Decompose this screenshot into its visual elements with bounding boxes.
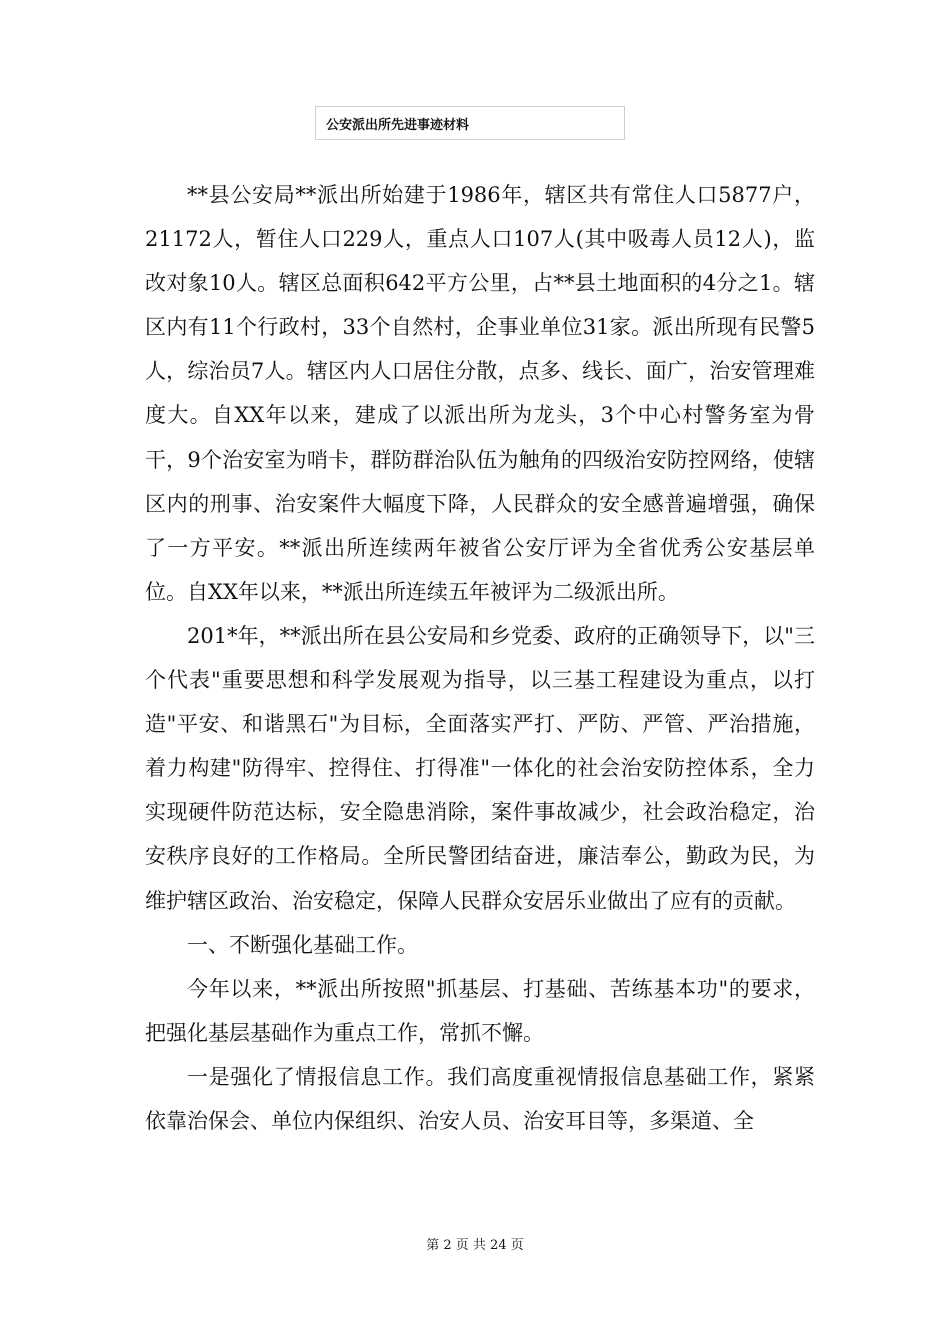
document-header-box <box>315 106 625 140</box>
paragraph-section-1: 今年以来，**派出所按照"抓基层、打基础、苦练基本功"的要求，把强化基层基础作为重点工作，常抓不懈。 <box>145 976 815 1045</box>
paragraph-item-1: 一是强化了情报信息工作。我们高度重视情报信息基础工作，紧紧依靠治保会、单位内保组织、治安人员、治安耳目等，多渠道、全 <box>145 1064 815 1133</box>
section-heading-1: 一、不断强化基础工作。 <box>187 932 418 957</box>
paragraph-intro: **县公安局**派出所始建于1986年，辖区共有常住人口5877户，21172人，暂住人口229人，重点人口107人(其中吸毒人员12人)，监改对象10人。辖区总面积642平方公里，占**县土地面积的4分之1。辖区内有11个行政村，33个自然村，企事业单位31家。派出所现有民警5人，综治员7人。辖区内人口居住分散，点多、线长、面广，治安管理难度大。自XX年以来，建成了以派出所为龙头，3个中心村警务室为骨干，9个治安室为哨卡，群防群治队伍为触角的四级治安防控网络，使辖区内的刑事、治安案件大幅度下降，人民群众的安全感普遍增强，确保了一方平安。**派出所连续两年被省公安厅评为全省优秀公安基层单位。自XX年以来，**派出所连续五年被评为二级派出所。 <box>145 183 815 604</box>
document-body <box>145 173 815 1143</box>
page-number-footer: 第 2 页 共 24 页 <box>426 1238 524 1253</box>
paragraph-overview: 201*年，**派出所在县公安局和乡党委、政府的正确领导下，以"三个代表"重要思想和科学发展观为指导，以三基工程建设为重点，以打造"平安、和谐黑石"为目标，全面落实严打、严防、严管、严治措施，着力构建"防得牢、控得住、打得准"一体化的社会治安防控体系，全力实现硬件防范达标，安全隐患消除，案件事故减少，社会政治稳定，治安秩序良好的工作格局。全所民警团结奋进，廉洁奉公，勤政为民，为维护辖区政治、治安稳定，保障人民群众安居乐业做出了应有的贡献。 <box>145 623 815 913</box>
document-header-title: 公安派出所先进事迹材料 <box>326 118 470 133</box>
